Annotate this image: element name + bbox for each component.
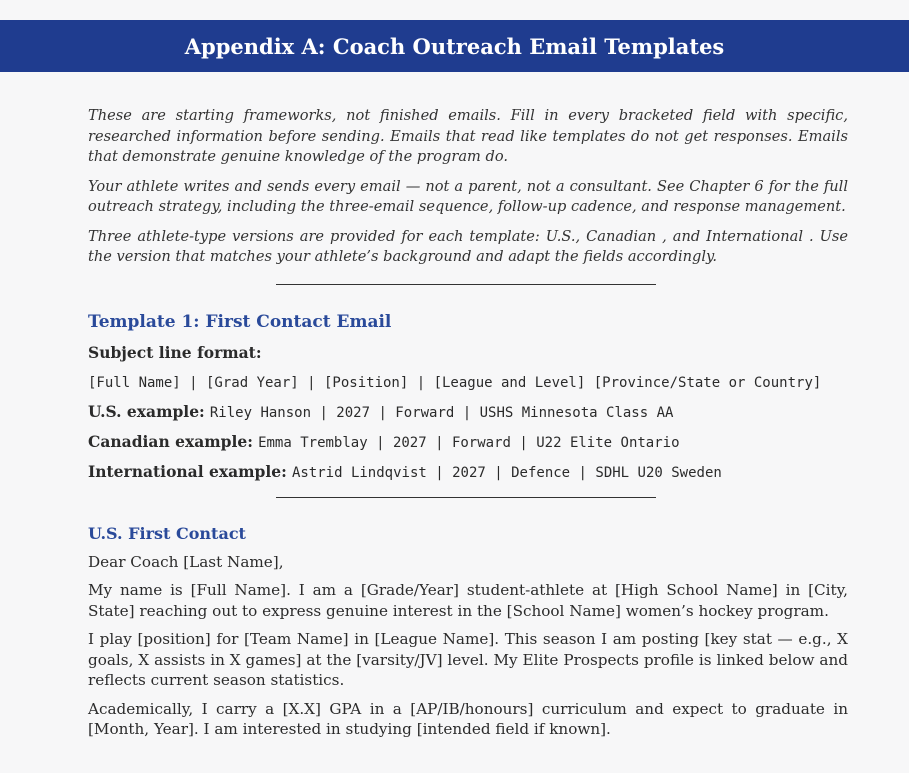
example-value: Riley Hanson | 2027 | Forward | USHS Minnesota Class AA [209, 404, 674, 421]
example-value: Emma Tremblay | 2027 | Forward | U22 Elite Ontario [258, 434, 680, 451]
intro-paragraph: Three athlete-type versions are provided for each template: U.S., Canadian , and International . Use the version that matches your athlete’s background and adapt the fields accordingly. [88, 227, 848, 265]
email-paragraph: My name is [Full Name]. I am a [Grade/Year] student-athlete at [High School Name] in [City, State] reaching out to express genuine interest in the [School Name] women’s hockey program. [88, 581, 848, 620]
document-body [88, 106, 848, 740]
example-label: U.S. example: [88, 401, 205, 421]
subject-line-format: [Full Name] | [Grad Year] | [Position] | [League and Level] [Province/State or Country] [88, 374, 822, 391]
section-divider [276, 497, 656, 498]
us-first-contact-heading: U.S. First Contact [88, 523, 246, 543]
email-paragraph: I play [position] for [Team Name] in [League Name]. This season I am posting [key stat — e.g., X goals, X assists in X games] at the [varsity/JV] level. My Elite Prospects profile is linked below and reflects current season statistics. [88, 630, 848, 689]
intro-paragraph: Your athlete writes and sends every email — not a parent, not a consultant. See Chapter 6 for the full outreach strategy, including the three-email sequence, follow-up cadence, and response management. [88, 177, 848, 215]
template-1-heading: Template 1: First Contact Email [88, 311, 392, 332]
intro-notes [88, 106, 848, 268]
subject-line-label: Subject line format: [88, 342, 262, 362]
example-label: International example: [88, 461, 287, 481]
example-label: Canadian example: [88, 431, 253, 451]
intro-paragraph: These are starting frameworks, not finished emails. Fill in every bracketed field with specific, researched information before sending. Emails that read like templates do not get responses. Emails that demonstrate genuine knowledge of the program do. [88, 107, 848, 165]
canadian-example [88, 432, 848, 453]
appendix-banner [0, 20, 909, 72]
international-example [88, 462, 848, 483]
section-divider [276, 284, 656, 285]
appendix-title: Appendix A: Coach Outreach Email Templates [184, 33, 725, 59]
email-salutation: Dear Coach [Last Name], [88, 552, 284, 571]
example-value: Astrid Lindqvist | 2027 | Defence | SDHL U20 Sweden [291, 464, 722, 481]
email-paragraph: Academically, I carry a [X.X] GPA in a [AP/IB/honours] curriculum and expect to graduate in [Month, Year]. I am interested in studying [intended field if known]. [88, 699, 848, 738]
us-example [88, 402, 848, 423]
